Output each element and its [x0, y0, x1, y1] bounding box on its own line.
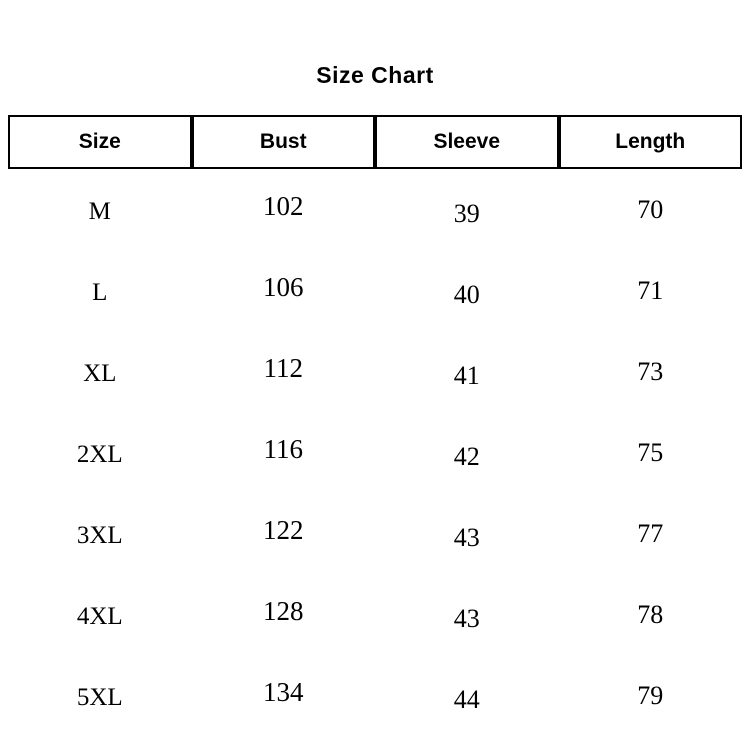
column-header-bust: Bust: [192, 115, 376, 169]
cell-bust: 112: [263, 352, 303, 383]
cell-sleeve: 43: [453, 523, 480, 552]
table-row: [8, 250, 742, 331]
cell-size: 4XL: [76, 603, 123, 630]
cell-bust: 122: [263, 514, 304, 545]
table-row: [8, 331, 742, 412]
table-header: [8, 115, 742, 169]
column-header-size: Size: [8, 115, 192, 169]
cell-size: 2XL: [76, 441, 123, 468]
table-row: [8, 574, 742, 655]
cell-sleeve: 44: [453, 685, 480, 714]
cell-size: L: [92, 279, 108, 306]
page-title: Size Chart: [316, 62, 434, 88]
cell-length: 70: [637, 195, 664, 224]
cell-size: XL: [83, 360, 117, 387]
table-row: [8, 412, 742, 493]
cell-sleeve: 41: [453, 361, 480, 390]
table-header-row: [8, 115, 742, 169]
cell-sleeve: 43: [453, 604, 480, 633]
cell-length: 78: [637, 600, 664, 629]
cell-size: M: [88, 198, 111, 225]
cell-size: 5XL: [76, 684, 123, 711]
table-body: [8, 169, 742, 736]
cell-length: 79: [637, 681, 664, 710]
table-row: [8, 169, 742, 250]
cell-sleeve: 39: [453, 199, 480, 228]
cell-length: 73: [637, 357, 664, 386]
cell-sleeve: 42: [453, 442, 480, 471]
table-row: [8, 655, 742, 736]
cell-sleeve: 40: [453, 280, 480, 309]
cell-size: 3XL: [76, 522, 123, 549]
cell-bust: 116: [263, 433, 303, 464]
cell-length: 71: [637, 276, 664, 305]
cell-bust: 106: [263, 271, 304, 302]
table-row: [8, 493, 742, 574]
size-chart-table-wrapper: [0, 115, 750, 736]
column-header-length: Length: [559, 115, 743, 169]
cell-length: 77: [637, 519, 664, 548]
size-chart-table: [8, 115, 742, 736]
cell-length: 75: [637, 438, 664, 467]
cell-bust: 134: [263, 676, 304, 707]
cell-bust: 102: [263, 190, 304, 221]
cell-bust: 128: [263, 595, 304, 626]
column-header-sleeve: Sleeve: [375, 115, 559, 169]
